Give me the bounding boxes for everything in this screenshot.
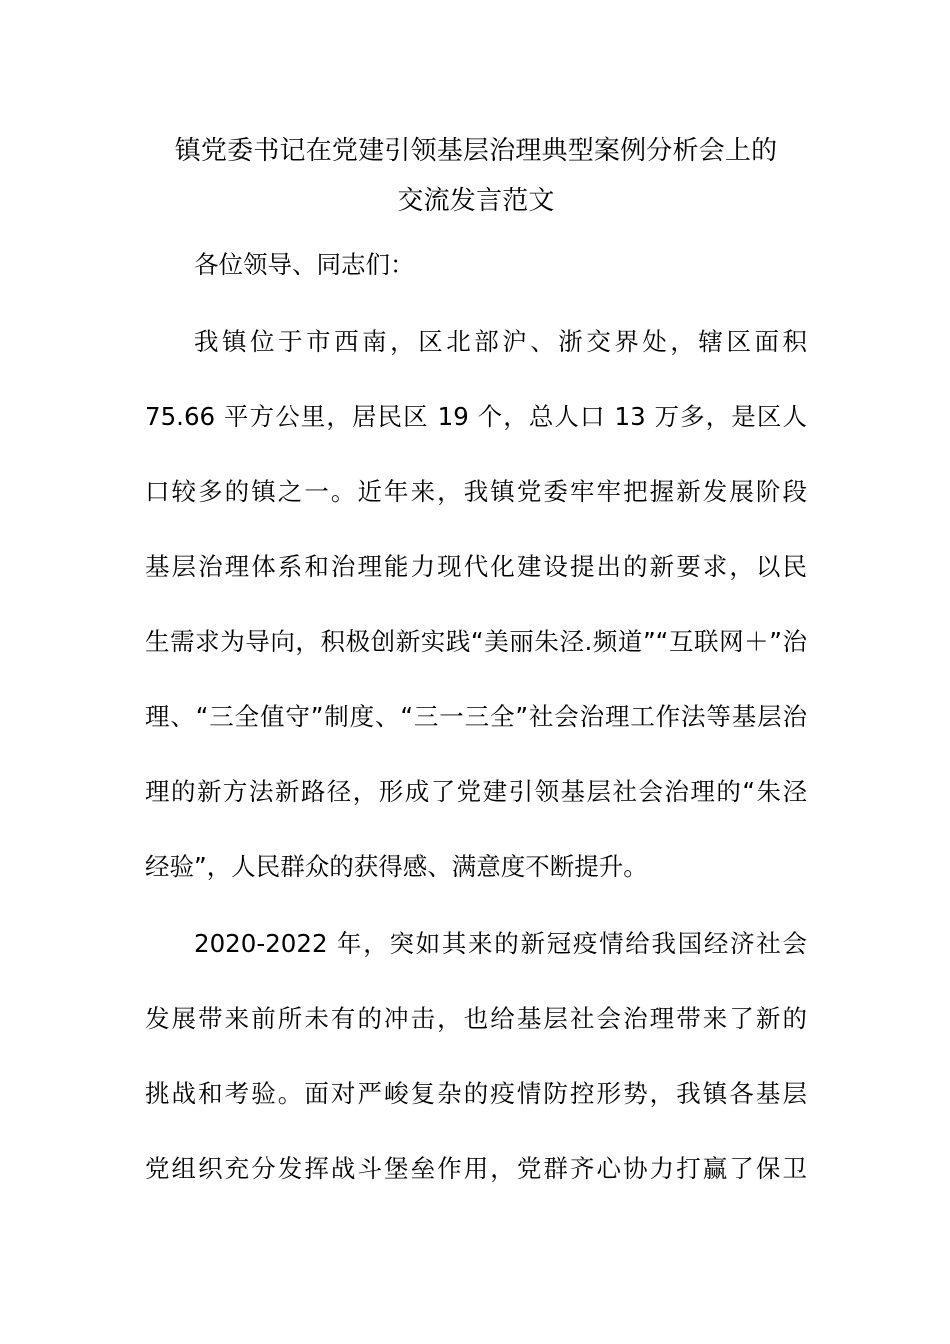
paragraph-line: 我镇位于市西南，区北部沪、浙交界处，辖区面积 (194, 327, 807, 356)
paragraph-line: 理、“三全值守”制度、“三一三全”社会治理工作法等基层治 (145, 702, 807, 731)
document-title-line-1: 镇党委书记在党建引领基层治理典型案例分析会上的 (174, 136, 778, 166)
paragraph-line: 口较多的镇之一。近年来，我镇党委牢牢把握新发展阶段 (145, 477, 807, 506)
document-title-line-2: 交流发言范文 (397, 186, 555, 216)
salutation: 各位领导、同志们： (194, 250, 415, 279)
paragraph-line: 理的新方法新路径，形成了党建引领基层社会治理的“朱泾 (145, 777, 807, 806)
paragraph-line: 党组织充分发挥战斗堡垒作用，党群齐心协力打赢了保卫 (145, 1154, 807, 1183)
paragraph-line: 发展带来前所未有的冲击，也给基层社会治理带来了新的 (145, 1004, 807, 1033)
paragraph-line: 基层治理体系和治理能力现代化建设提出的新要求，以民 (145, 552, 807, 581)
paragraph-line: 生需求为导向，积极创新实践“美丽朱泾.频道”“互联网＋”治 (145, 627, 807, 656)
paragraph-line: 挑战和考验。面对严峻复杂的疫情防控形势，我镇各基层 (145, 1079, 807, 1108)
paragraph-line: 75.66 平方公里，居民区 19 个，总人口 13 万多，是区人 (145, 402, 807, 431)
paragraph-line: 经验”，人民群众的获得感、满意度不断提升。 (145, 852, 648, 881)
paragraph-line: 2020-2022 年，突如其来的新冠疫情给我国经济社会 (194, 929, 807, 958)
